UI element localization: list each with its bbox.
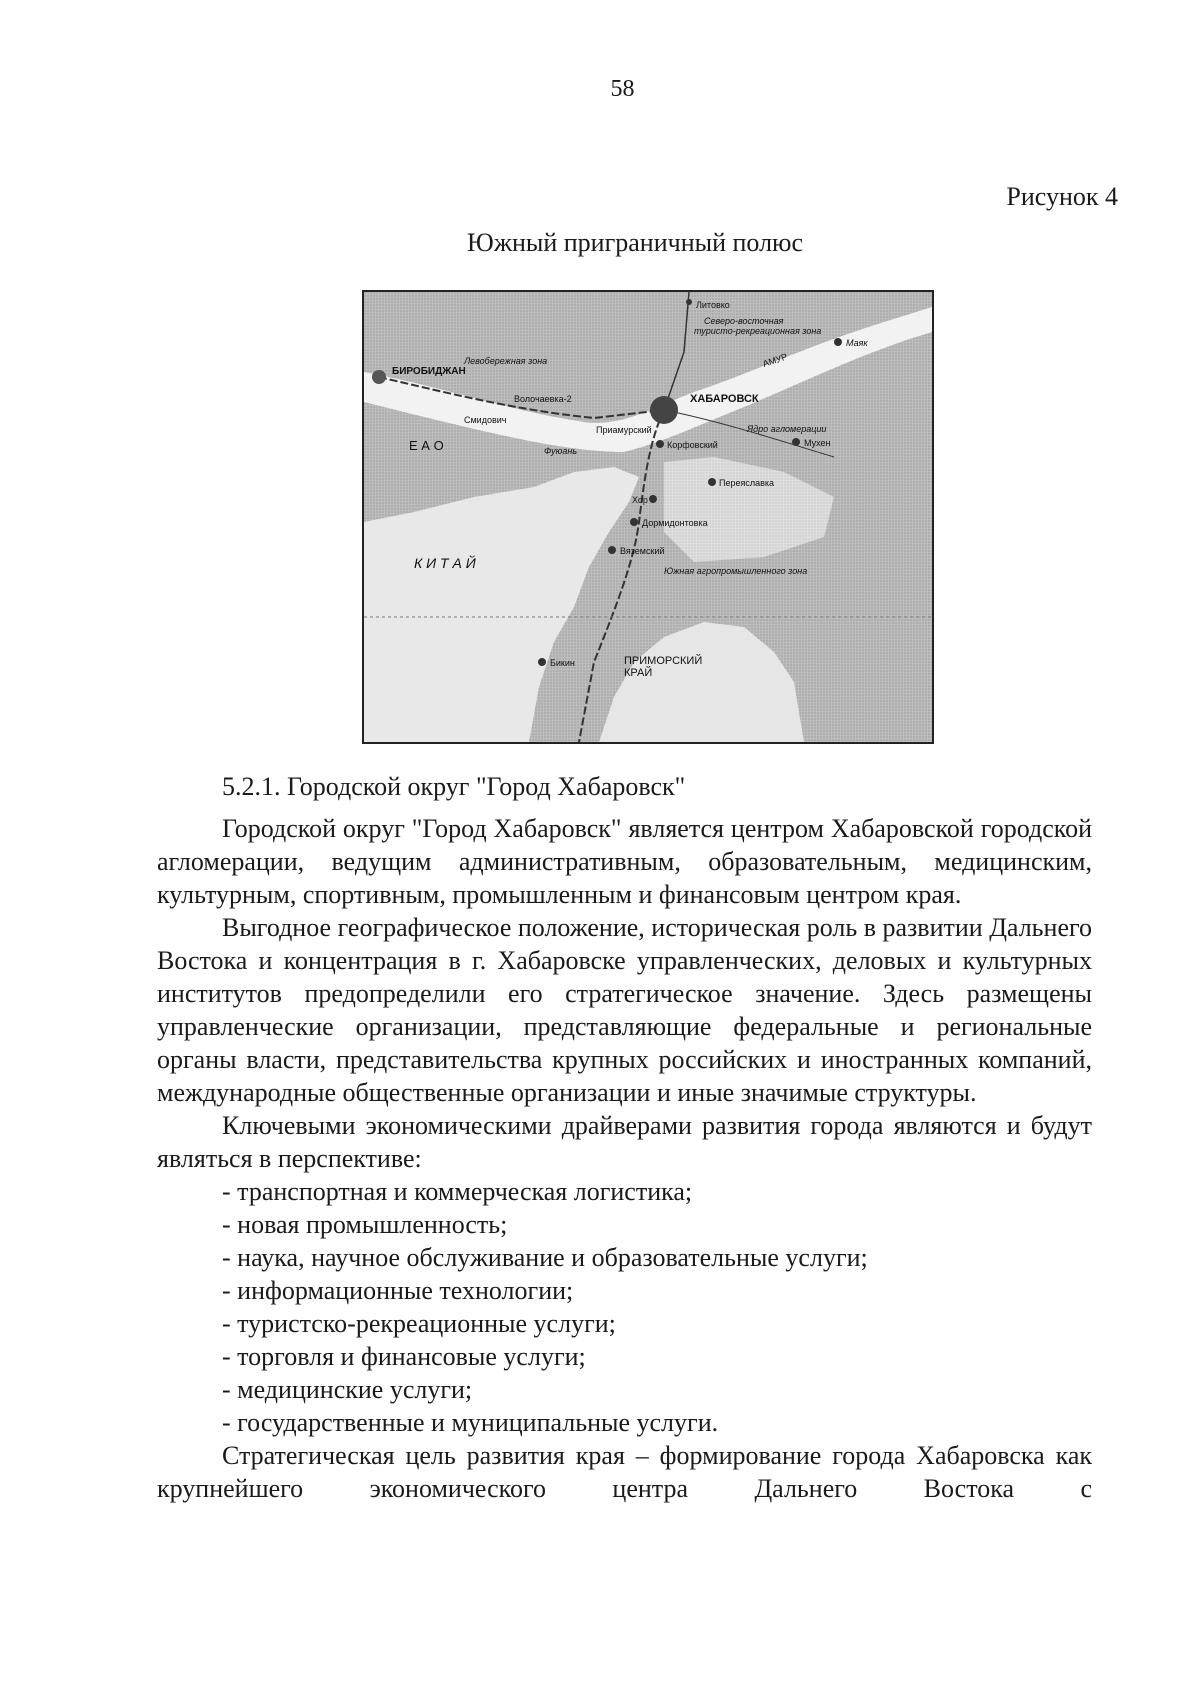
map-khabarovsk-marker [650, 396, 678, 424]
list-item: - информационные технологии; [222, 1276, 574, 1305]
map-label-birobidzhan: БИРОБИДЖАН [392, 366, 466, 377]
map-mukhen-marker [792, 438, 800, 446]
map-label-mukhen: Мухен [804, 438, 831, 448]
map-label-bikin: Бикин [550, 658, 575, 668]
map-label-china: К И Т А Й [414, 555, 476, 571]
list-item: - новая промышленность; [222, 1210, 508, 1239]
body-text [157, 812, 1092, 1505]
map-label-amur: АМУР [761, 351, 789, 369]
map-bikin-marker [538, 658, 546, 666]
list-item: - торговля и финансовые услуги; [222, 1342, 586, 1371]
map-figure [362, 290, 934, 744]
map-litovko-marker [686, 299, 692, 305]
map-mayak-marker [834, 338, 842, 346]
paragraph-4: Стратегическая цель развития края – формирование города Хабаровска как крупнейшего экономического центра Дальнего Востока с [157, 1441, 1092, 1503]
paragraph-3: Ключевыми экономическими драйверами развития города являются и будут являться в перспективе: [157, 1111, 1092, 1173]
map-birobidzhan-marker [372, 370, 386, 384]
list-item: - государственные и муниципальные услуги. [222, 1408, 719, 1437]
map-label-mayak: Маяк [846, 338, 868, 348]
list-item: - транспортная и коммерческая логистика; [222, 1177, 693, 1206]
map-korfovsky-marker [656, 440, 664, 448]
paragraph-2: Выгодное географическое положение, историческая роль в развитии Дальнего Востока и концентрация в г. Хабаровске управленческих, деловых и культурных институтов предопределили его стратегическое значение. Здесь размещены управленческие организации, представляющие федеральные и региональные органы власти, представительства крупных российских и иностранных компаний, международные общественные организации и иные значимые структуры. [157, 913, 1092, 1107]
map-label-volochaevka: Волочаевка-2 [514, 394, 572, 404]
section-heading: 5.2.1. Городской округ "Город Хабаровск" [222, 772, 686, 801]
map-label-khabarovsk: ХАБАРОВСК [690, 393, 759, 405]
map-svg [364, 292, 932, 742]
map-label-vyazemsky: Вяземский [620, 546, 665, 556]
map-label-ne-zone-1: Северо-восточная [704, 316, 784, 326]
map-label-eao: Е А О [409, 438, 444, 453]
map-label-south-agro: Южная агропромышленного зона [664, 566, 808, 576]
map-label-core: Ядро агломерации [747, 424, 827, 434]
map-pereyaslavka-marker [708, 478, 716, 486]
map-label-smidovich: Смидович [464, 415, 507, 425]
figure-label: Рисунок 4 [1006, 182, 1118, 211]
drivers-list [157, 1175, 1092, 1439]
map-label-korfovsky: Корфовский [667, 440, 718, 450]
paragraph-1: Городской округ "Город Хабаровск" является центром Хабаровской городской агломерации, ведущим административным, образовательным, медицинским, культурным, спортивным, промышленным и финансовым центром края. [157, 814, 1092, 909]
map-label-primorsky-1: ПРИМОРСКИЙ [624, 655, 703, 667]
list-item: - наука, научное обслуживание и образовательные услуги; [222, 1243, 868, 1272]
map-dormidontovka-marker [630, 518, 638, 526]
map-label-litovko: Литовко [696, 300, 730, 310]
map-label-left-bank: Левобережная зона [464, 356, 548, 366]
map-label-pereyaslavka: Переяславка [719, 478, 775, 488]
map-label-fuyuan: Фуюань [544, 446, 578, 456]
map-label-khor: Хор [632, 495, 648, 505]
map-khor-marker [649, 495, 657, 503]
page-number: 58 [610, 76, 635, 102]
map-label-primorsky-2: КРАЙ [624, 667, 653, 679]
map-label-prichurbik: Приамурский [596, 425, 652, 435]
map-vyazemsky-marker [608, 546, 616, 554]
list-item: - туристско-рекреационные услуги; [222, 1309, 616, 1338]
map-label-ne-zone-2: туристо-рекреационная зона [694, 326, 822, 336]
map-label-dormidontovka: Дормидонтовка [642, 518, 708, 528]
list-item: - медицинские услуги; [222, 1375, 473, 1404]
figure-title: Южный приграничный полюс [466, 228, 804, 257]
